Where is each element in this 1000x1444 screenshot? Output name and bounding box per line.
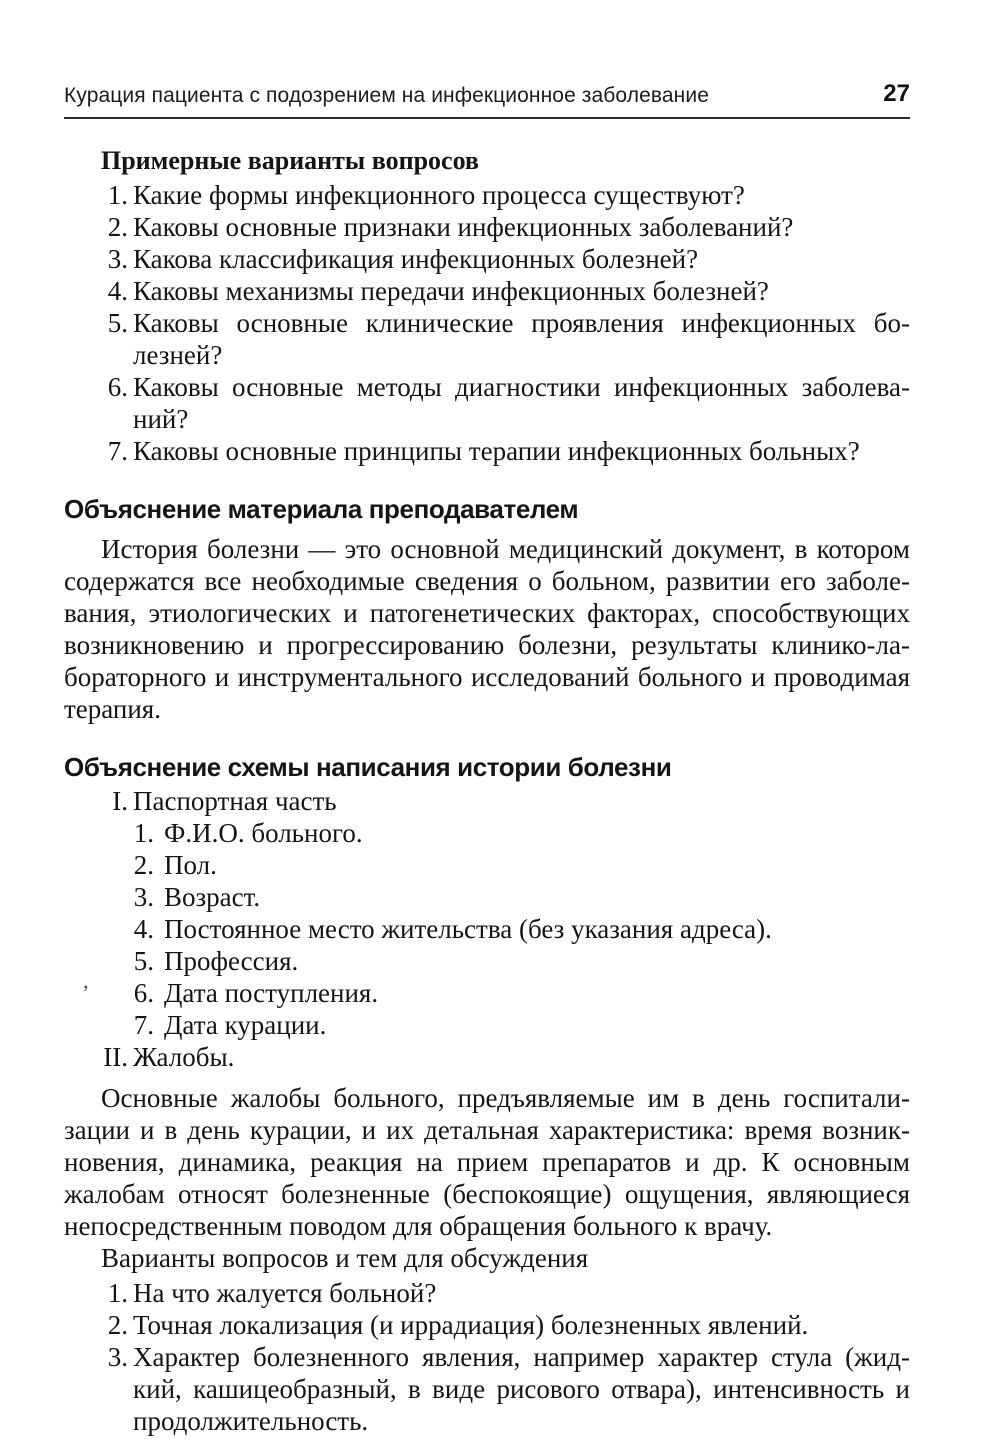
page-number: 27 — [883, 80, 910, 107]
complaints-paragraph: Основные жалобы больного, предъявляемые им в день госпитализации и в день курации, и их детальная характеристика: время возникновения, динамика, реакция на прием препаратов и др. К основным жалобам относят болезненные (беспокоящие) ощущения, являющиеся непосредственным поводом для обращения больного к врачу. — [64, 1083, 910, 1241]
list-item-text: Какова классификация инфекционных болезней? — [133, 244, 699, 274]
list-item-number: 1. — [107, 1278, 128, 1308]
list-item — [64, 243, 910, 275]
list-item-number: 2. — [107, 212, 128, 242]
list-item-text: На что жалуется больной? — [133, 1278, 437, 1308]
list-item-number: 5. — [133, 946, 154, 976]
list-item — [64, 435, 910, 467]
list-item-number: 4. — [107, 276, 128, 306]
list-item-text: Дата курации. — [164, 1010, 327, 1040]
outline-item-text: Паспортная часть — [133, 786, 337, 816]
list-item-text: Пол. — [164, 850, 217, 880]
list-item-text: Каковы основные методы диагностики инфекционных заболеваний? — [133, 372, 910, 434]
list-item-text: Постоянное место жительства (без указания адреса). — [164, 914, 772, 944]
list-item-number: 2. — [107, 1310, 128, 1340]
list-item-text: Профессия. — [164, 946, 299, 976]
list-item — [64, 307, 910, 371]
list-item-text: Каковы основные принципы терапии инфекционных больных? — [133, 436, 860, 466]
list-item-number: 7. — [107, 436, 128, 466]
section-heading-teacher-explanation: Объяснение материала преподавателем — [64, 494, 579, 524]
sample-questions-list — [64, 179, 910, 467]
list-item — [64, 1341, 910, 1437]
outline-item-numeral: I. — [112, 786, 128, 816]
discussion-intro: Варианты вопросов и тем для обсуждения — [101, 1243, 589, 1273]
list-item-text: Возраст. — [164, 882, 261, 912]
history-scheme-outline — [64, 785, 910, 1073]
running-title: Курация пациента с подозрением на инфекционное заболевание — [64, 84, 709, 107]
list-item — [64, 977, 910, 1009]
list-item — [64, 817, 910, 849]
running-header — [64, 80, 910, 108]
list-item-text: Точная локализация (и иррадиация) болезненных явлений. — [133, 1310, 809, 1340]
passport-sublist — [64, 817, 910, 1041]
list-item — [64, 275, 910, 307]
section-heading-sample-questions: Примерные варианты вопросов — [101, 146, 479, 175]
list-item — [64, 945, 910, 977]
list-item-number: 4. — [133, 914, 154, 944]
list-item — [64, 881, 910, 913]
list-item-text: Ф.И.О. больного. — [164, 818, 363, 848]
list-item-number: 6. — [133, 978, 154, 1008]
list-item — [64, 1277, 910, 1309]
teacher-explanation-paragraph: История болезни — это основной медицинский документ, в котором содержатся все необходимые сведения о больном, развитии его заболевания, этиологических и патогенетических факторах, способствующих возникновению и прогрессированию болезни, результаты клинико-лабораторного и инструментального исследований больного и проводимая терапия. — [64, 534, 910, 724]
list-item — [64, 913, 910, 945]
list-item-text: Характер болезненного явления, например характер стула (жидкий, кашицеобразный, в виде рисового отвара), интенсивность и продолжительность. — [133, 1342, 910, 1436]
list-item-number: 6. — [107, 372, 128, 402]
outline-item-passport — [64, 785, 910, 817]
scan-artifact: ‚ — [82, 968, 90, 993]
outline-item-text: Жалобы. — [133, 1042, 235, 1072]
list-item-number: 5. — [107, 308, 128, 338]
list-item-text: Каковы основные клинические проявления инфекционных болезней? — [133, 308, 910, 370]
section-heading-history-scheme: Объяснение схемы написания истории болезни — [64, 752, 672, 782]
list-item — [64, 849, 910, 881]
list-item-number: 2. — [133, 850, 154, 880]
list-item — [64, 179, 910, 211]
list-item-text: Каковы механизмы передачи инфекционных болезней? — [133, 276, 769, 306]
discussion-list — [64, 1277, 910, 1437]
list-item-number: 1. — [107, 180, 128, 210]
list-item-text: Какие формы инфекционного процесса существуют? — [133, 180, 745, 210]
list-item-number: 3. — [107, 1342, 128, 1372]
list-item-text: Дата поступления. — [164, 978, 379, 1008]
list-item — [64, 1009, 910, 1041]
list-item-number: 3. — [107, 244, 128, 274]
list-item-number: 7. — [133, 1010, 154, 1040]
list-item — [64, 371, 910, 435]
list-item-text: Каковы основные признаки инфекционных заболеваний? — [133, 212, 794, 242]
list-item-number: 1. — [133, 818, 154, 848]
list-item — [64, 1309, 910, 1341]
outline-item-complaints — [64, 1041, 910, 1073]
header-rule — [64, 117, 910, 119]
list-item-number: 3. — [133, 882, 154, 912]
outline-item-numeral: II. — [103, 1042, 128, 1072]
list-item — [64, 211, 910, 243]
